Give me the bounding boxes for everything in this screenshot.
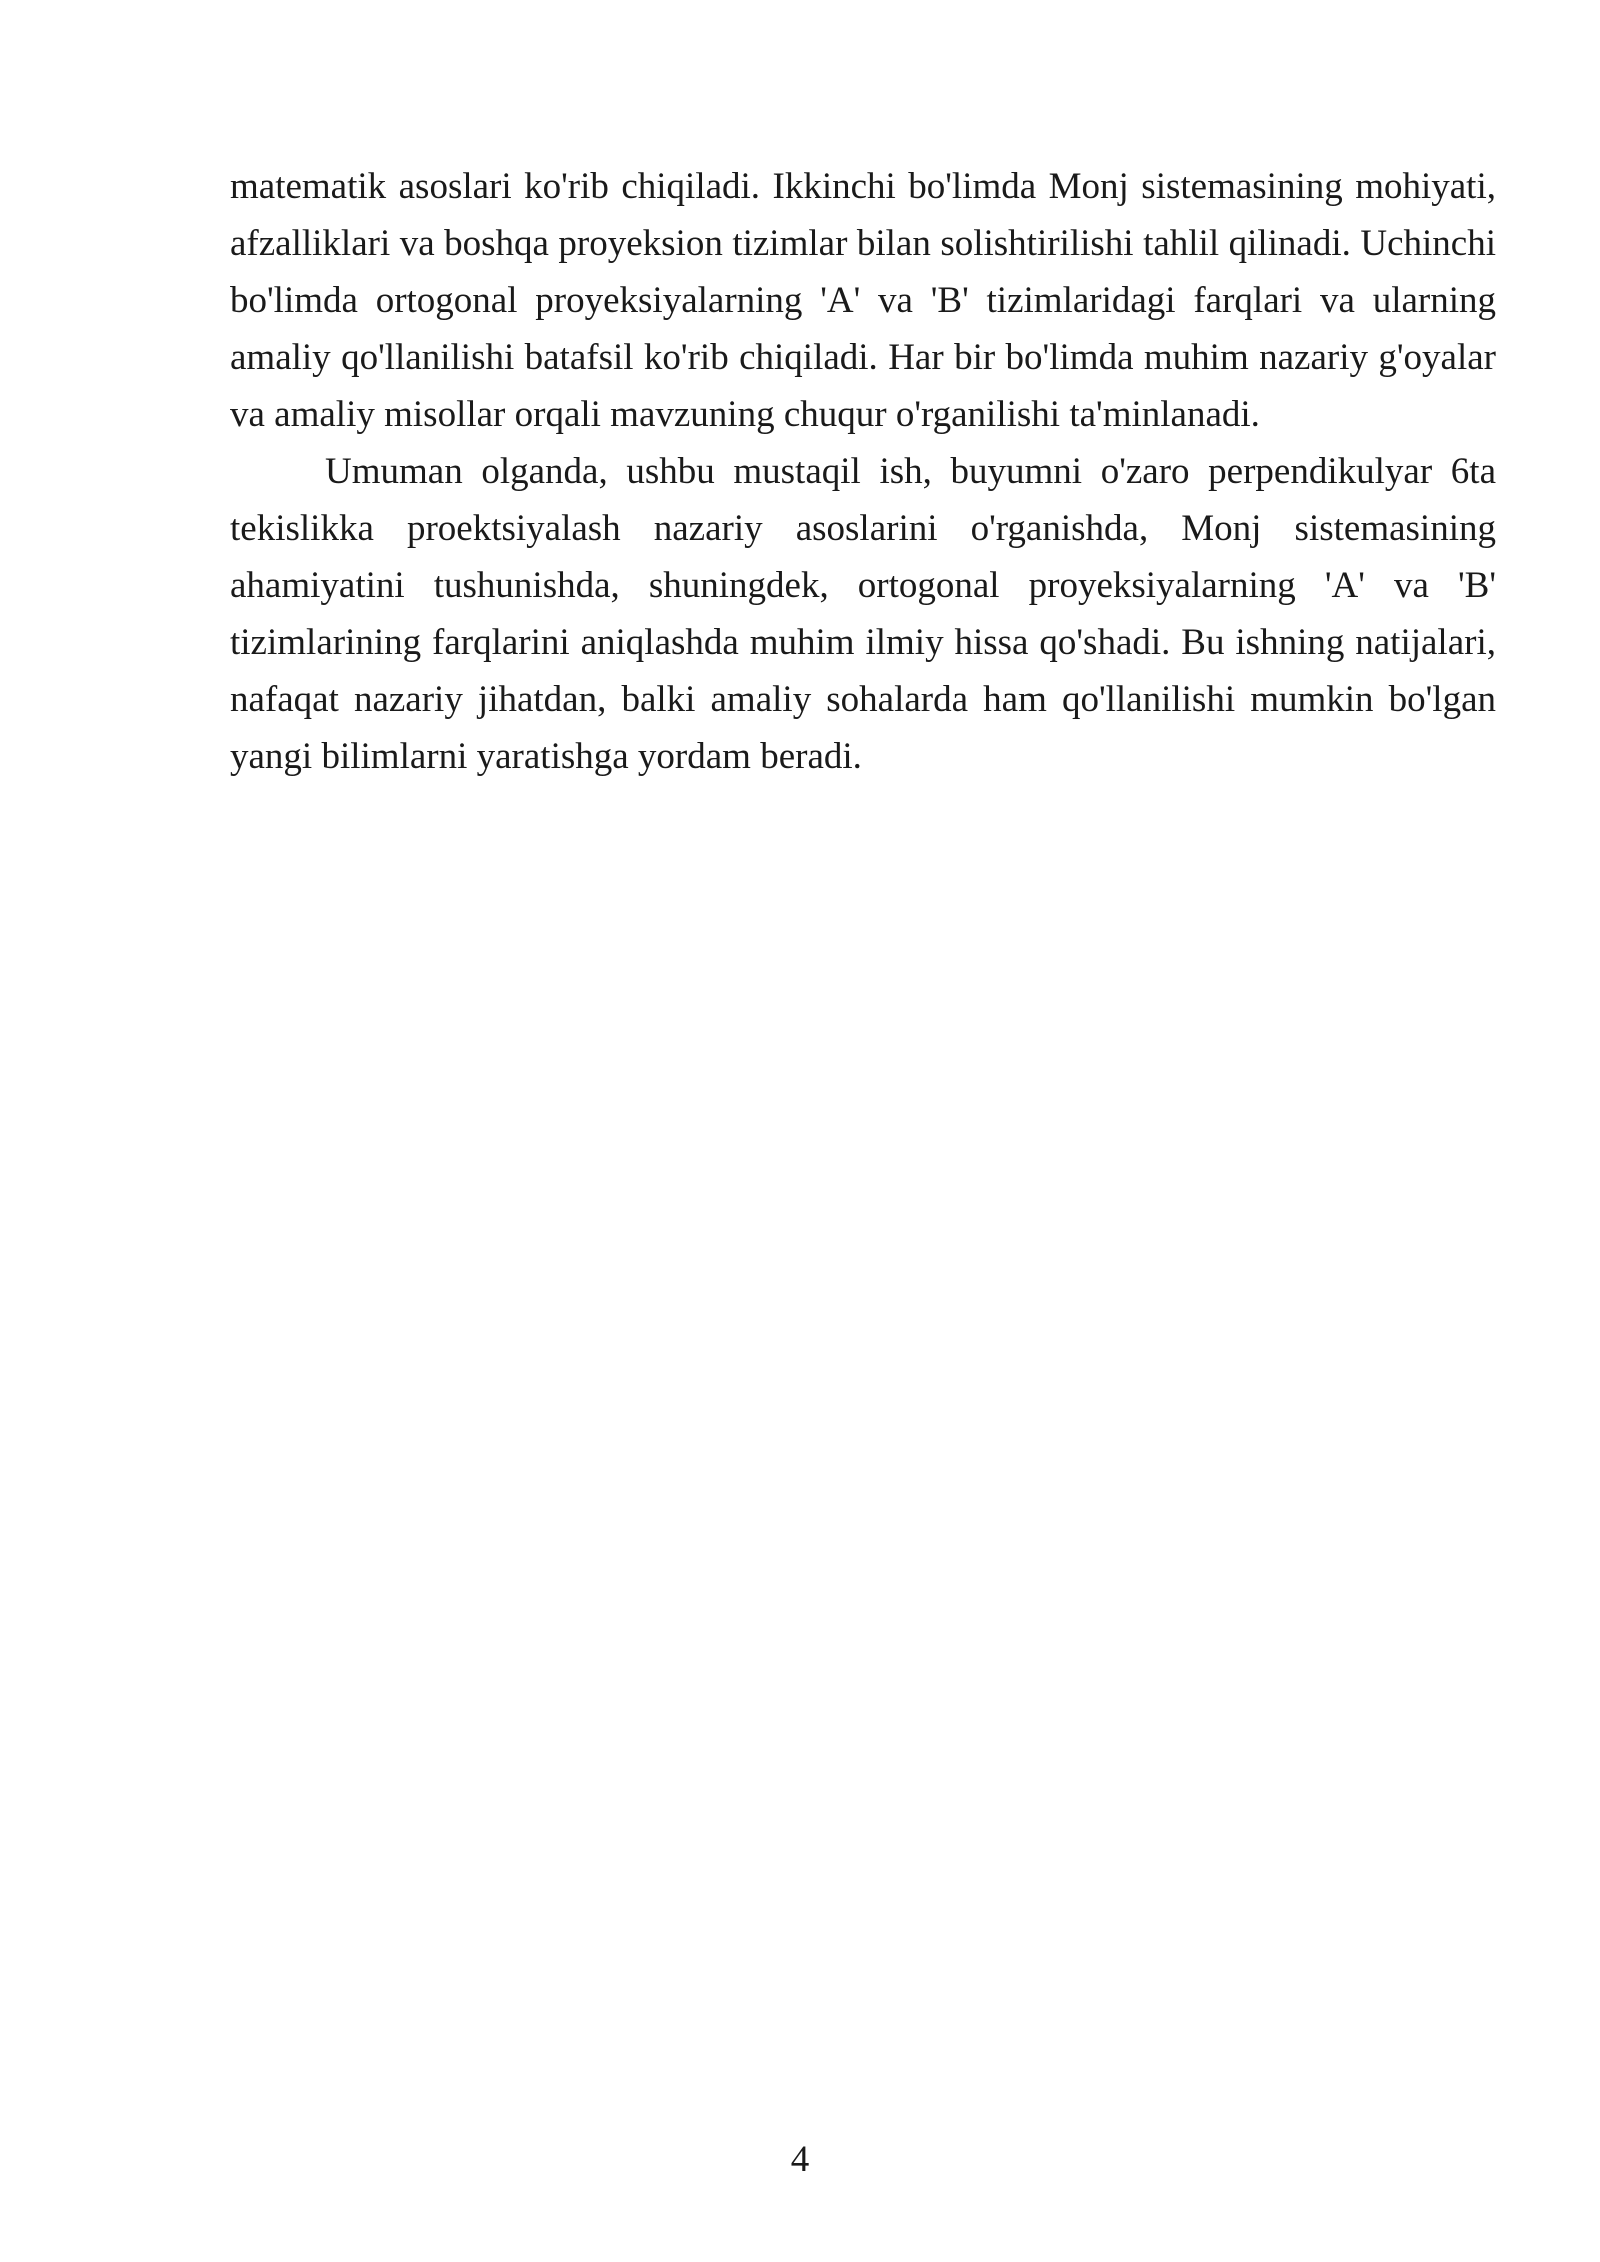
paragraph-continuation: matematik asoslari ko'rib chiqiladi. Ikkinchi bo'limda Monj sistemasining mohiyati, afzalliklari va boshqa proyeksion tizimlar bilan solishtirilishi tahlil qilinadi. Uchinchi bo'limda ortogonal proyeksiyalarning 'A' va 'B' tizimlaridagi farqlari va ularning amaliy qo'llanilishi batafsil ko'rib chiqiladi. Har bir bo'limda muhim nazariy g'oyalar va amaliy misollar orqali mavzuning chuqur o'rganilishi ta'minlanadi.	[230, 166, 1496, 435]
body-text	[230, 158, 1496, 785]
page-number: 4	[790, 2139, 810, 2180]
paragraph-conclusion: Umuman olganda, ushbu mustaqil ish, buyumni o'zaro perpendikulyar 6ta tekislikka proektsiyalash nazariy asoslarini o'rganishda, Monj sistemasining ahamiyatini tushunishda, shuningdek, ortogonal proyeksiyalarning 'A' va 'B' tizimlarining farqlarini aniqlashda muhim ilmiy hissa qo'shadi. Bu ishning natijalari, nafaqat nazariy jihatdan, balki amaliy sohalarda ham qo'llanilishi mumkin bo'lgan yangi bilimlarni yaratishga yordam beradi.	[230, 451, 1496, 777]
